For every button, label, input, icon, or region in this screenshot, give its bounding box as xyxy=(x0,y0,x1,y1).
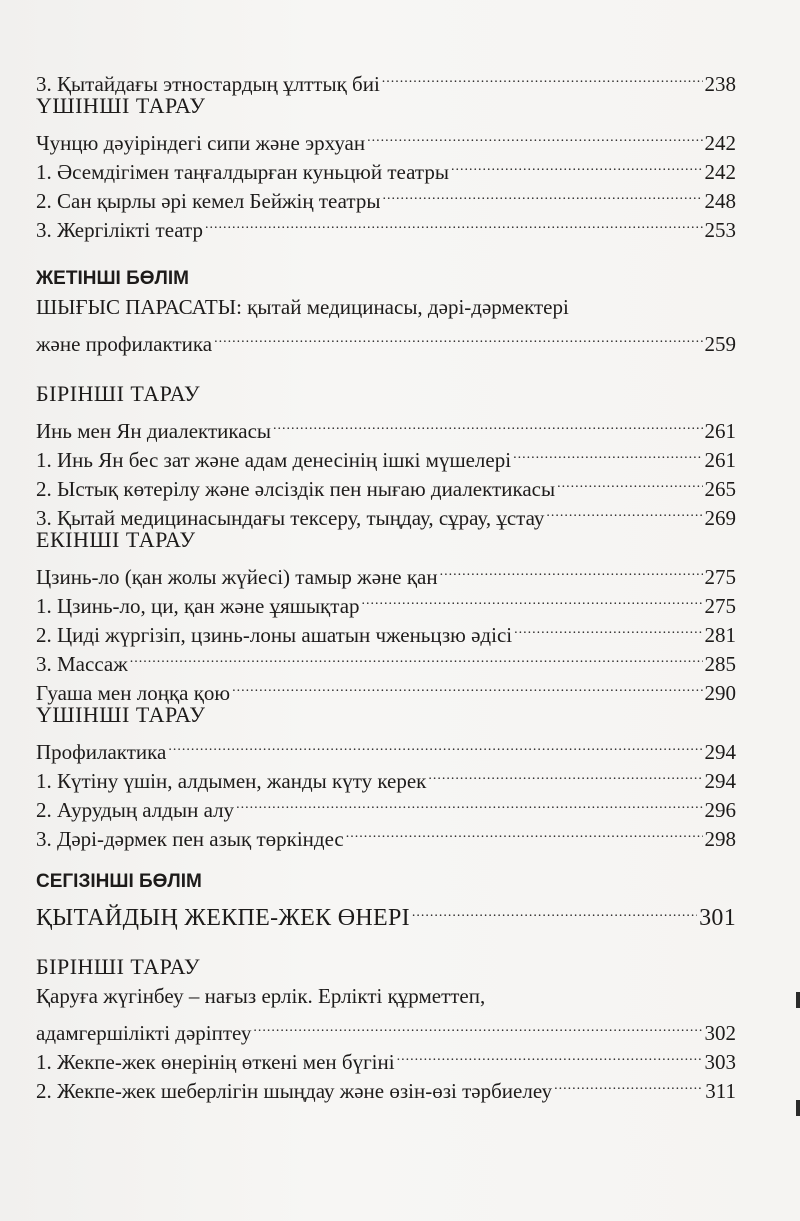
chapter-heading: БІРІНШІ ТАРАУ xyxy=(36,954,201,979)
entry-page: 285 xyxy=(704,652,736,676)
entry-page: 294 xyxy=(704,769,736,793)
entry-title: 1. Жекпе-жек өнерінің өткені мен бүгіні xyxy=(36,1050,395,1074)
entry-page: 294 xyxy=(704,740,736,764)
dot-leader xyxy=(346,817,703,846)
entry-page: 242 xyxy=(704,131,736,155)
page-edge-mark xyxy=(796,1100,800,1116)
entry-page: 275 xyxy=(704,594,736,618)
entry-page: 302 xyxy=(704,1021,736,1045)
entry-title: Цзинь-ло (қан жолы жүйесі) тамыр және қан xyxy=(36,565,438,589)
entry-page: 259 xyxy=(704,332,736,356)
entry-page: 301 xyxy=(699,905,736,931)
entry-page: 311 xyxy=(705,1079,736,1103)
chapter-heading: ЕКІНШІ ТАРАУ xyxy=(36,527,196,552)
dot-leader xyxy=(514,613,702,642)
chapter-heading: БІРІНШІ ТАРАУ xyxy=(36,381,201,406)
dot-leader xyxy=(367,121,702,150)
dot-leader xyxy=(130,642,703,671)
entry-page: 248 xyxy=(704,189,736,213)
toc-entry[interactable] xyxy=(36,409,736,443)
dot-leader xyxy=(236,788,702,817)
entry-title: 3. Дәрі-дәрмек пен азық төркіндес xyxy=(36,827,344,851)
entry-page: 269 xyxy=(704,506,736,530)
entry-title: 1. Цзинь-ло, ци, қан және ұяшықтар xyxy=(36,594,360,618)
dot-leader xyxy=(428,759,702,788)
entry-title: 2. Циді жүргізіп, цзинь-лоны ашатын чженьцзю әдісі xyxy=(36,623,513,647)
chapter-heading: ҮШІНШІ ТАРАУ xyxy=(36,702,206,727)
entry-page: 281 xyxy=(704,623,736,647)
part-heading: ЖЕТІНШІ БӨЛІМ xyxy=(36,268,189,289)
toc-entry[interactable] xyxy=(36,121,736,155)
dot-leader xyxy=(451,150,703,179)
dot-leader xyxy=(440,555,703,584)
entry-title: 3. Жергілікті театр xyxy=(36,218,203,242)
dot-leader xyxy=(513,438,702,467)
dot-leader xyxy=(168,730,702,759)
dot-leader xyxy=(362,584,703,613)
entry-page: 275 xyxy=(704,565,736,589)
entry-page: 261 xyxy=(704,419,736,443)
dot-leader xyxy=(546,496,702,525)
entry-title: 2. Ыстық көтерілу және әлсіздік пен нығаю диалектикасы xyxy=(36,477,556,501)
entry-title: 2. Сан қырлы әрі кемел Бейжің театры xyxy=(36,189,381,213)
entry-page: 290 xyxy=(704,681,736,705)
toc-entry[interactable] xyxy=(36,896,736,930)
entry-title: 1. Инь Ян бес зат және адам денесінің ішкі мүшелері xyxy=(36,448,512,472)
entry-title: 1. Әсемдігімен таңғалдырған куньцюй театры xyxy=(36,160,449,184)
entry-title: 1. Күтіну үшін, алдымен, жанды күту керек xyxy=(36,769,427,793)
dot-leader xyxy=(382,179,702,208)
dot-leader xyxy=(232,671,702,700)
entry-title: және профилактика xyxy=(36,332,213,356)
entry-page: 303 xyxy=(704,1050,736,1074)
entry-page: 296 xyxy=(704,798,736,822)
entry-title: 2. Аурудың алдын алу xyxy=(36,798,235,822)
part-title-line: ШЫҒЫС ПАРАСАТЫ: қытай медицинасы, дәрі-дәрмектері xyxy=(36,295,569,319)
part-heading: СЕГІЗІНШІ БӨЛІМ xyxy=(36,871,202,892)
chapter-heading: ҮШІНШІ ТАРАУ xyxy=(36,93,206,118)
toc-entry[interactable] xyxy=(36,322,736,356)
entry-title: 3. Қытайдағы этностардың ұлттық биі xyxy=(36,72,380,96)
dot-leader xyxy=(273,409,702,438)
entry-title: Инь мен Ян диалектикасы xyxy=(36,419,272,443)
toc-entry[interactable] xyxy=(36,730,736,764)
toc-entry[interactable] xyxy=(36,671,736,705)
entry-page: 253 xyxy=(704,218,736,242)
dot-leader xyxy=(397,1040,703,1069)
toc-entry[interactable] xyxy=(36,642,736,676)
entry-title: 3. Қытай медицинасындағы тексеру, тыңдау, сұрау, ұстау xyxy=(36,506,545,530)
entry-title: ҚЫТАЙДЫҢ ЖЕКПЕ-ЖЕК ӨНЕРІ xyxy=(36,905,410,931)
toc-entry[interactable] xyxy=(36,1011,736,1045)
toc-entry[interactable] xyxy=(36,62,736,96)
entry-title: Профилактика xyxy=(36,740,167,764)
entry-page: 265 xyxy=(704,477,736,501)
entry-title: 3. Массаж xyxy=(36,652,128,676)
entry-title: 2. Жекпе-жек шеберлігін шыңдау және өзін-өзі тәрбиелеу xyxy=(36,1079,553,1103)
dot-leader xyxy=(557,467,702,496)
table-of-contents xyxy=(36,62,736,1103)
entry-page: 238 xyxy=(704,72,736,96)
entry-page: 298 xyxy=(704,827,736,851)
entry-page: 242 xyxy=(704,160,736,184)
dot-leader xyxy=(214,322,702,351)
page-edge-mark xyxy=(796,992,800,1008)
dot-leader xyxy=(205,208,703,237)
entry-title-line: Қаруға жүгінбеу – нағыз ерлік. Ерлікті құрметтеп, xyxy=(36,984,486,1008)
entry-title: адамгершілікті дәріптеу xyxy=(36,1021,252,1045)
dot-leader xyxy=(412,896,697,925)
dot-leader xyxy=(382,62,703,91)
entry-title: Чунцю дәуіріндегі сипи және эрхуан xyxy=(36,131,366,155)
toc-entry[interactable] xyxy=(36,555,736,589)
entry-title: Гуаша мен лоңқа қою xyxy=(36,681,231,705)
entry-page: 261 xyxy=(704,448,736,472)
dot-leader xyxy=(554,1069,703,1098)
dot-leader xyxy=(253,1011,702,1040)
